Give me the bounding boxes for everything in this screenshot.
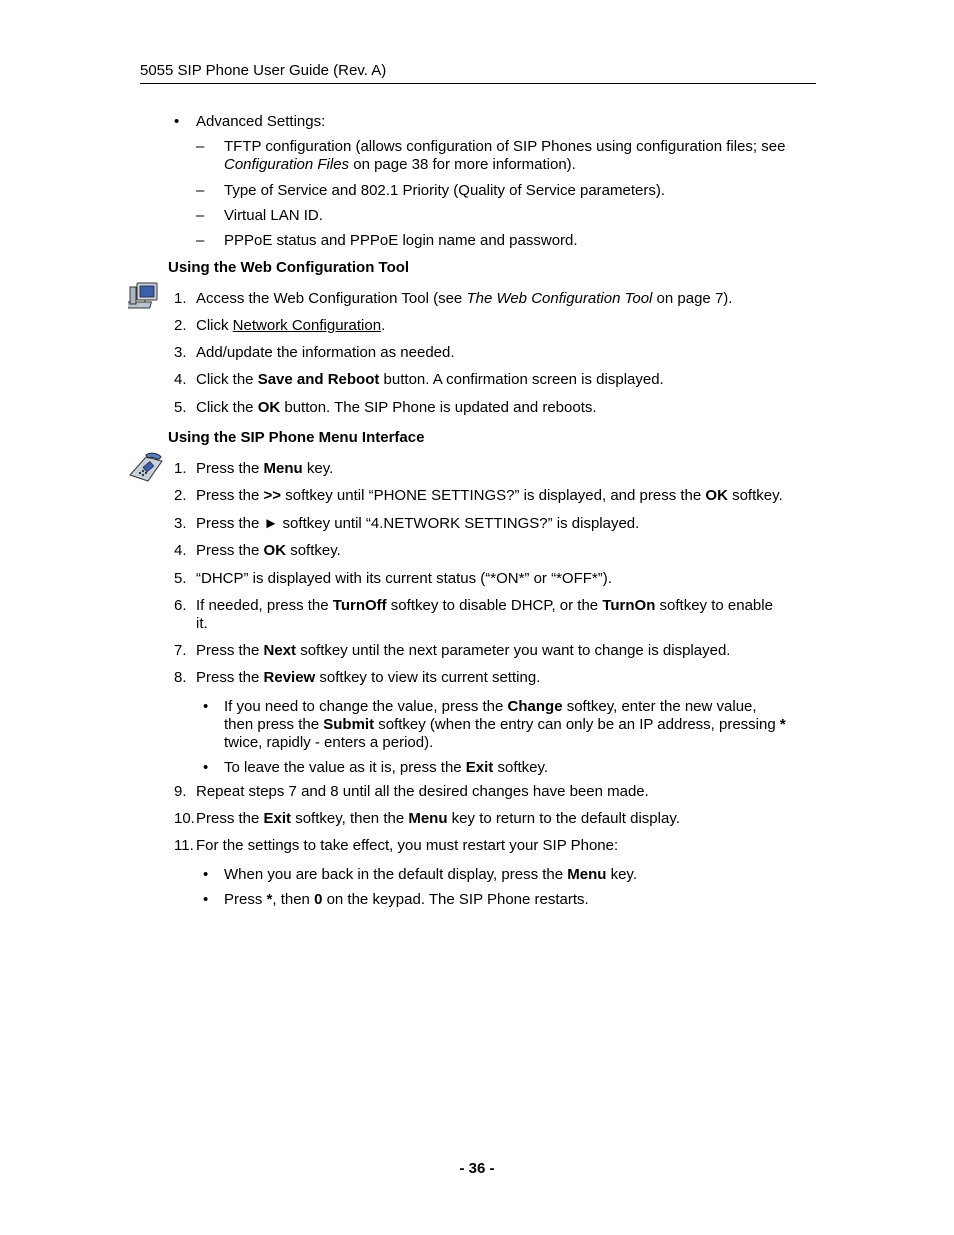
advanced-item-tftp: TFTP configuration (allows configuration of SIP Phones using configuration files; see <box>224 138 786 155</box>
step-number: 3. <box>174 515 187 532</box>
web-step-5: Click the OK button. The SIP Phone is updated and reboots. <box>196 399 597 416</box>
menu-step-8-change: If you need to change the value, press the Change softkey, enter the new value, <box>224 698 757 715</box>
dash-marker: – <box>196 207 205 224</box>
menu-step-8: Press the Review softkey to view its current setting. <box>196 669 541 686</box>
advanced-label: Advanced Settings: <box>196 113 326 130</box>
menu-step-4: Press the OK softkey. <box>196 542 341 559</box>
step-number: 11. <box>174 837 194 854</box>
menu-step-11: For the settings to take effect, you must restart your SIP Phone: <box>196 837 619 854</box>
step-number: 1. <box>174 460 187 477</box>
page-header <box>140 62 816 84</box>
step-number: 6. <box>174 597 187 614</box>
menu-step-2: Press the >> softkey until “PHONE SETTINGS?” is displayed, and press the OK softkey. <box>196 487 783 504</box>
menu-step-8-exit: To leave the value as it is, press the Exit softkey. <box>224 759 549 776</box>
menu-step-1: Press the Menu key. <box>196 460 334 477</box>
menu-step-11-restart: Press *, then 0 on the keypad. The SIP Phone restarts. <box>224 891 589 908</box>
bullet: • <box>174 113 180 130</box>
menu-step-6-cont: it. <box>196 615 208 632</box>
menu-step-9: Repeat steps 7 and 8 until all the desired changes have been made. <box>196 783 649 800</box>
menu-step-8-change-cont2: twice, rapidly - enters a period). <box>224 734 434 751</box>
menu-step-10: Press the Exit softkey, then the Menu key to return to the default display. <box>196 810 680 827</box>
step-number: 8. <box>174 669 187 686</box>
computer-icon <box>128 281 162 313</box>
menu-heading: Using the SIP Phone Menu Interface <box>168 429 425 446</box>
dash-marker: – <box>196 138 205 155</box>
advanced-item-pppoe: PPPoE status and PPPoE login name and password. <box>224 232 578 249</box>
web-step-4: Click the Save and Reboot button. A confirmation screen is displayed. <box>196 371 664 388</box>
advanced-item-vlan: Virtual LAN ID. <box>224 207 323 224</box>
bullet: • <box>203 698 209 715</box>
network-configuration-link[interactable]: Network Configuration <box>232 317 382 334</box>
step-number: 5. <box>174 570 187 587</box>
menu-step-11-menu: When you are back in the default display, press the Menu key. <box>224 866 637 883</box>
step-number: 2. <box>174 317 187 334</box>
header-title: 5055 SIP Phone User Guide (Rev. A) <box>140 62 387 79</box>
menu-step-6: If needed, press the TurnOff softkey to disable DHCP, or the TurnOn softkey to enable <box>196 597 773 614</box>
phone-icon <box>128 451 166 483</box>
step-number: 9. <box>174 783 187 800</box>
step-number: 7. <box>174 642 187 659</box>
advanced-item-tos: Type of Service and 802.1 Priority (Quality of Service parameters). <box>224 182 666 199</box>
step-number: 2. <box>174 487 187 504</box>
step-number: 4. <box>174 542 187 559</box>
menu-step-7: Press the Next softkey until the next parameter you want to change is displayed. <box>196 642 731 659</box>
menu-step-8-change-cont: then press the Submit softkey (when the entry can only be an IP address, pressing * <box>224 716 786 733</box>
menu-step-3: Press the ► softkey until “4.NETWORK SETTINGS?” is displayed. <box>196 515 640 532</box>
step-number: 5. <box>174 399 187 416</box>
step-number: 1. <box>174 290 187 307</box>
step-number: 4. <box>174 371 187 388</box>
bullet: • <box>203 891 209 908</box>
bullet: • <box>203 866 209 883</box>
web-step-3: Add/update the information as needed. <box>196 344 455 361</box>
dash-marker: – <box>196 232 205 249</box>
advanced-item-tftp-cont: Configuration Files on page 38 for more information). <box>224 156 576 173</box>
bullet: • <box>203 759 209 776</box>
step-number: 3. <box>174 344 187 361</box>
dash-marker: – <box>196 182 205 199</box>
web-heading: Using the Web Configuration Tool <box>168 259 410 276</box>
step-number: 10. <box>174 810 195 827</box>
page-number: - 36 - <box>459 1160 495 1177</box>
web-step-1: Access the Web Configuration Tool (see The Web Configuration Tool on page 7). <box>196 290 733 307</box>
menu-step-5: “DHCP” is displayed with its current status (“*ON*” or “*OFF*”). <box>196 570 612 587</box>
web-step-2: Click Network Configuration. <box>196 317 386 334</box>
